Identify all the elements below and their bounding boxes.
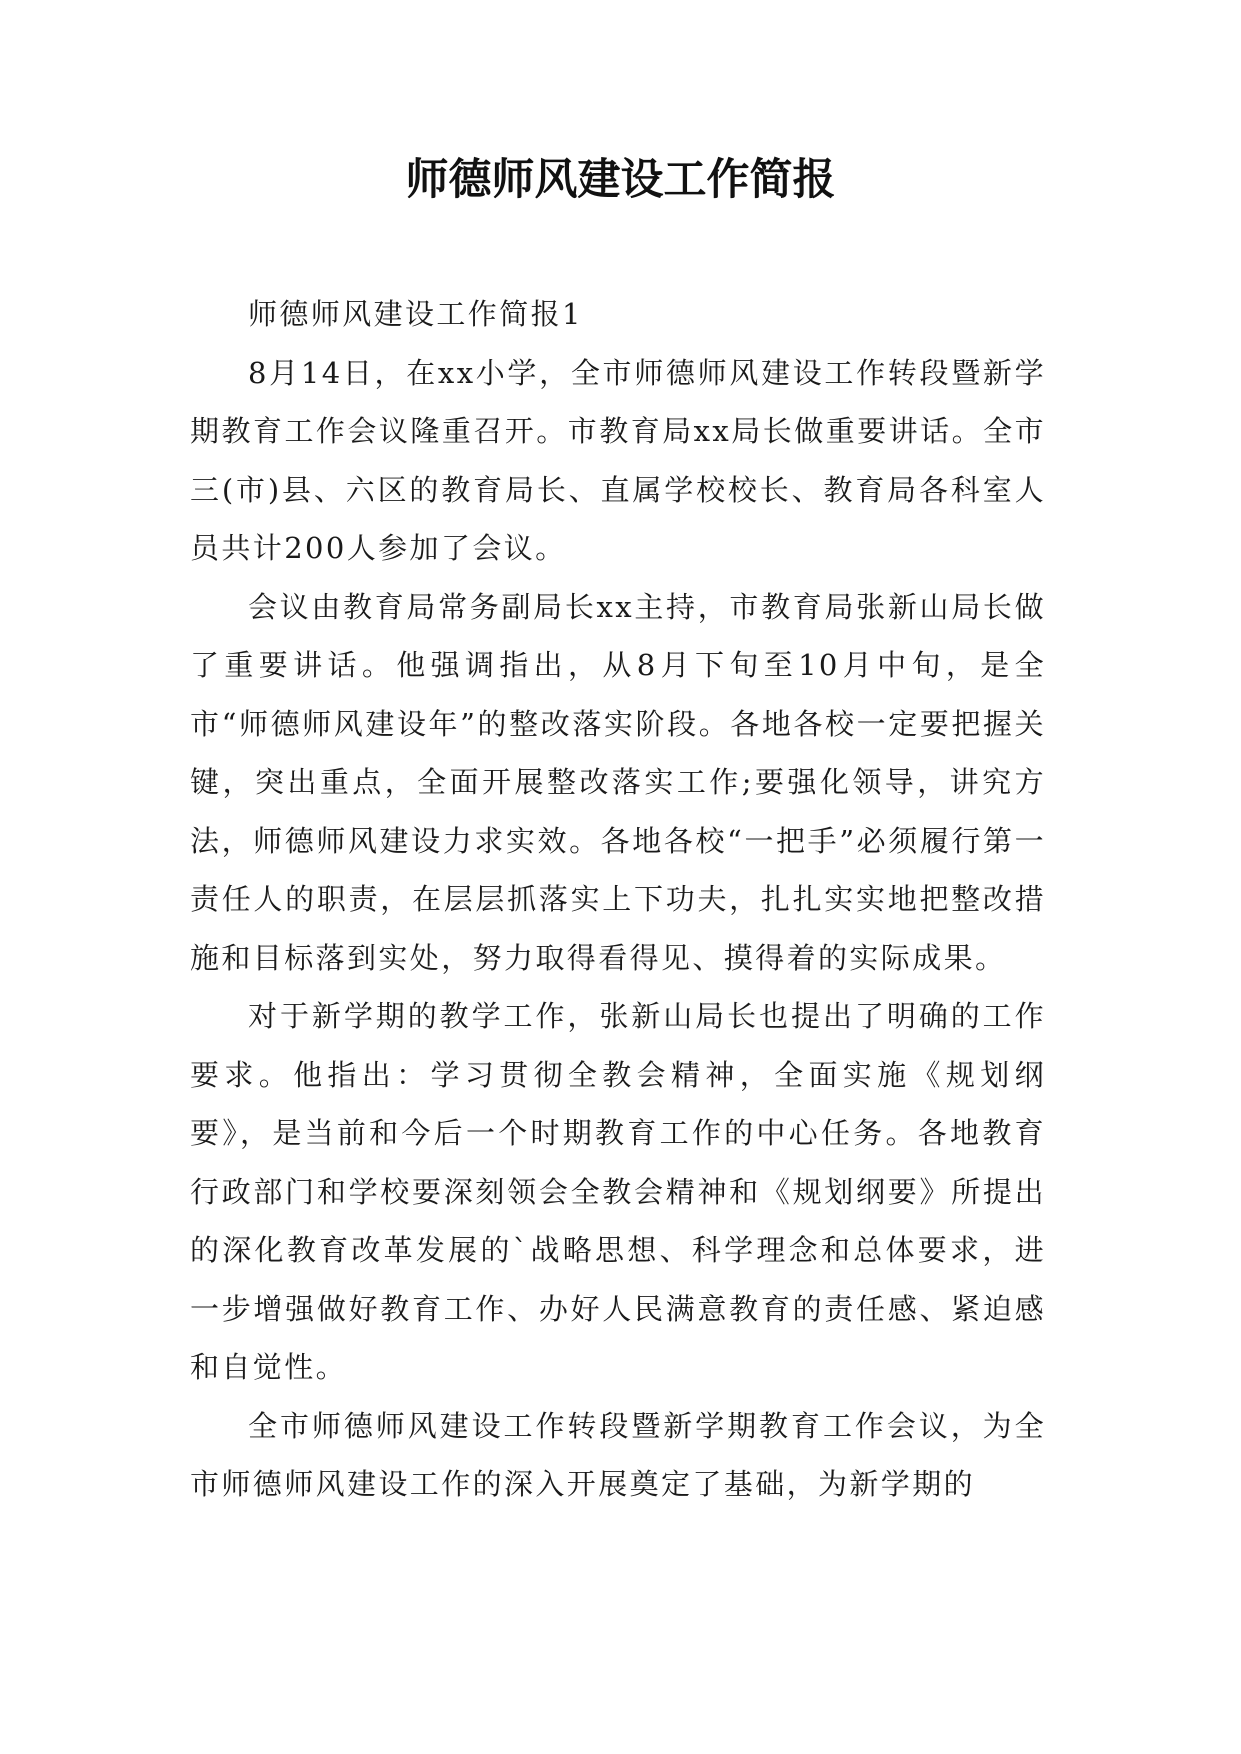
body-paragraph: 对于新学期的教学工作，张新山局长也提出了明确的工作要求。他指出：学习贯彻全教会精神，全面实施《规划纲要》，是当前和今后一个时期教育工作的中心任务。各地教育行政部门和学校要深刻领会全教会精神和《规划纲要》所提出的深化教育改革发展的`战略思想、科学理念和总体要求，进一步增强做好教育工作、办好人民满意教育的责任感、紧迫感和自觉性。: [190, 999, 1046, 1384]
subtitle-paragraph: 师德师风建设工作简报1: [248, 297, 583, 331]
document-body: [190, 285, 1046, 1514]
document-title: 师德师风建设工作简报: [405, 155, 836, 205]
body-paragraph: 全市师德师风建设工作转段暨新学期教育工作会议，为全市师德师风建设工作的深入开展奠定了基础，为新学期的: [190, 1408, 1046, 1501]
body-paragraph: 8月14日，在xx小学，全市师德师风建设工作转段暨新学期教育工作会议隆重召开。市教育局xx局长做重要讲话。全市三(市)县、六区的教育局长、直属学校校长、教育局各科室人员共计200人参加了会议。: [190, 355, 1046, 565]
body-paragraph: 会议由教育局常务副局长xx主持，市教育局张新山局长做了重要讲话。他强调指出，从8月下旬至10月中旬，是全市“师德师风建设年”的整改落实阶段。各地各校一定要把握关键，突出重点，全面开展整改落实工作;要强化领导，讲究方法，师德师风建设力求实效。各地各校“一把手”必须履行第一责任人的职责，在层层抓落实上下功夫，扎扎实实地把整改措施和目标落到实处，努力取得看得见、摸得着的实际成果。: [190, 589, 1046, 975]
